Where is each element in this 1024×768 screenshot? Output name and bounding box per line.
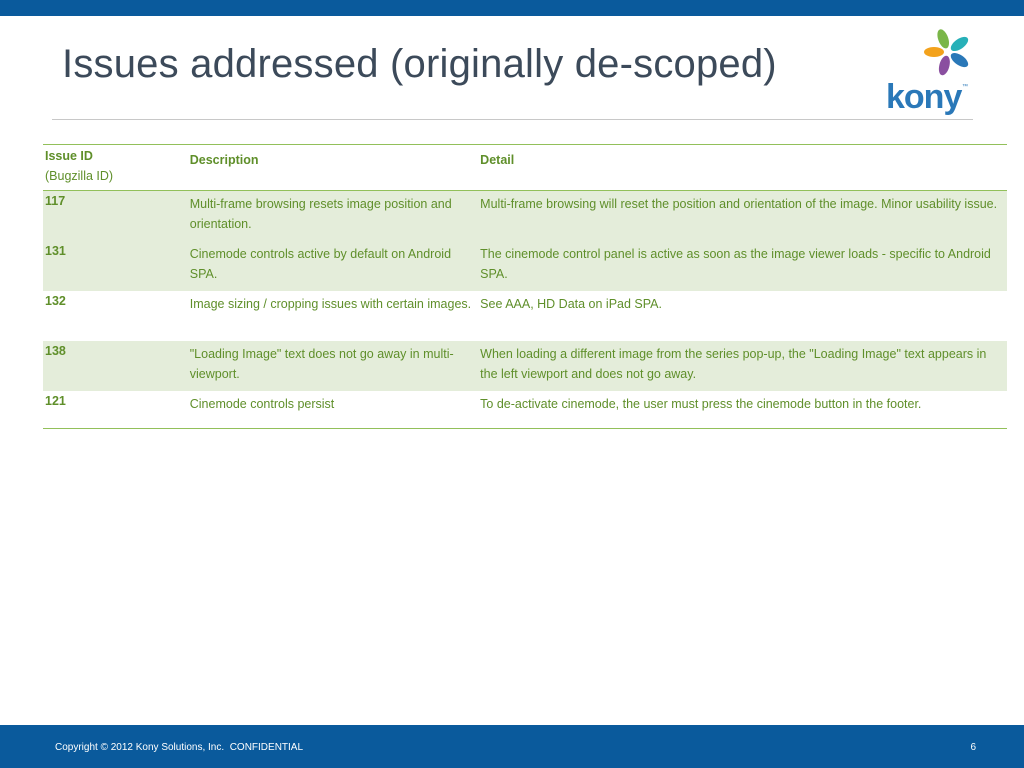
- table-row: [43, 241, 1007, 291]
- description-cell: Multi-frame browsing resets image position and orientation.: [190, 191, 480, 242]
- header-issue-id-sub: (Bugzilla ID): [45, 169, 114, 183]
- issue-id-cell: 131: [43, 241, 190, 291]
- detail-cell: See AAA, HD Data on iPad SPA.: [480, 297, 662, 311]
- issue-id-cell: 121: [45, 394, 66, 408]
- header-detail: Detail: [480, 145, 1007, 191]
- description-cell: Cinemode controls active by default on Android SPA.: [190, 241, 480, 291]
- footer-copyright: Copyright © 2012 Kony Solutions, Inc. CONFIDENTIAL: [55, 742, 304, 753]
- table-row: [43, 291, 1007, 341]
- header-issue-id-label: Issue ID: [45, 149, 93, 163]
- description-cell: Cinemode controls persist: [189, 397, 335, 411]
- logo-wordmark: kony: [886, 78, 962, 116]
- title-divider: [52, 119, 973, 120]
- header-issue-id: [43, 145, 190, 191]
- issue-id-cell: 132: [45, 294, 66, 308]
- kony-flower-icon: [920, 24, 976, 80]
- detail-cell: To de-activate cinemode, the user must press the cinemode button in the footer.: [480, 397, 922, 411]
- top-accent-bar: [0, 0, 1024, 16]
- kony-logo: [884, 24, 980, 116]
- description-cell: "Loading Image" text does not go away in multi-viewport.: [190, 341, 480, 391]
- slide-title: Issues addressed (originally de-scoped): [62, 42, 777, 86]
- footer-bar: [0, 725, 1024, 768]
- page-number: 6: [970, 742, 976, 753]
- table-row: [43, 391, 1007, 429]
- description-cell: Image sizing / cropping issues with certain images.: [189, 297, 472, 311]
- issue-id-cell: 138: [43, 341, 190, 391]
- detail-cell: Multi-frame browsing will reset the position and orientation of the image. Minor usability issue.: [480, 191, 1007, 242]
- issues-table: [43, 144, 1007, 429]
- detail-cell: The cinemode control panel is active as soon as the image viewer loads - specific to Android SPA.: [480, 241, 1007, 291]
- table-header-row: [43, 145, 1007, 191]
- table-row: [43, 191, 1007, 242]
- table-row: [43, 341, 1007, 391]
- detail-cell: When loading a different image from the series pop-up, the "Loading Image" text appears in the left viewport and does not go away.: [480, 341, 1007, 391]
- header-description: Description: [190, 145, 480, 191]
- logo-trademark: ™: [962, 84, 968, 90]
- issue-id-cell: 117: [43, 191, 190, 242]
